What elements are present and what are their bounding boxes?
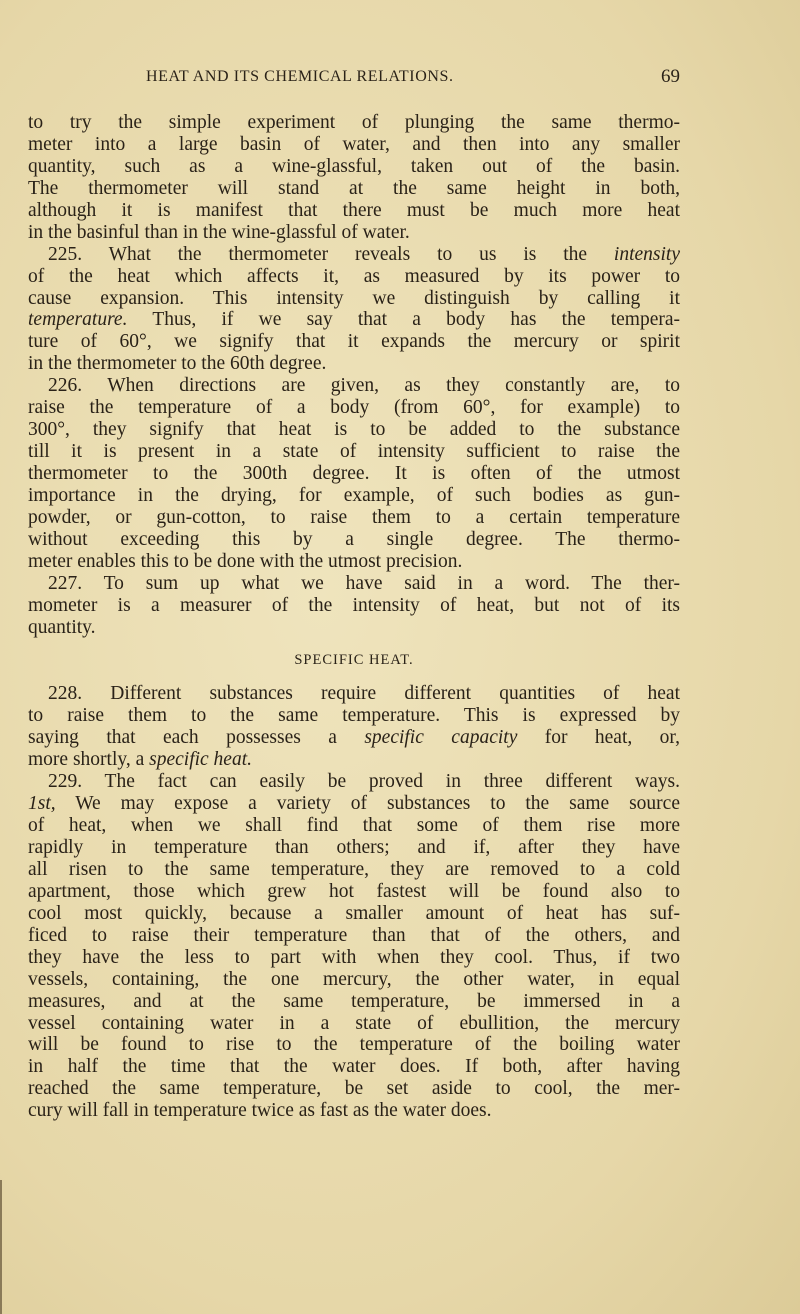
text-span: 227. To sum up what we have said in a word. The ther- (48, 572, 680, 594)
page-header (28, 68, 680, 92)
text-span: We may expose a variety of substances to the same source (55, 793, 680, 815)
text-span: they have the less to part with when they cool. Thus, if two (28, 946, 680, 968)
page-number: 69 (661, 66, 680, 87)
text-line (28, 1056, 680, 1078)
text-line (28, 727, 680, 749)
text-span: quantity. (28, 616, 96, 638)
text-span: Thus, if we say that a body has the tempera- (127, 309, 680, 331)
text-span: cool most quickly, because a smaller amount of heat has suf- (28, 902, 680, 924)
text-line (28, 617, 680, 639)
text-line (28, 375, 680, 397)
text-span: rapidly in temperature than others; and if, after they have (28, 837, 680, 858)
text-span: for heat, or, (517, 727, 680, 749)
text-span: without exceeding this by a single degree. The thermo- (28, 528, 680, 550)
text-span: 300°, they signify that heat is to be added to the substance (28, 419, 680, 441)
text-line (28, 266, 680, 288)
text-line (28, 1034, 680, 1056)
text-span: in half the time that the water does. If both, after having (28, 1056, 680, 1078)
text-line (28, 463, 680, 485)
text-line (28, 815, 680, 837)
text-span: measures, and at the same temperature, be immersed in a (28, 990, 680, 1012)
text-line (28, 793, 680, 815)
text-line (28, 771, 680, 793)
text-line (28, 309, 680, 331)
text-span: mometer is a measurer of the intensity of heat, but not of its (28, 594, 680, 616)
text-line (28, 331, 680, 353)
text-line (28, 1013, 680, 1035)
italic-text: temperature. (28, 309, 128, 331)
italic-text: specific heat. (149, 749, 253, 771)
text-span: 229. The fact can easily be proved in three different ways. (48, 771, 680, 793)
text-span: vessels, containing, the one mercury, the other water, in equal (28, 968, 680, 990)
text-line (28, 419, 680, 441)
text-line (28, 288, 680, 310)
text-line (28, 705, 680, 727)
text-line (28, 353, 680, 375)
text-span: ficed to raise their temperature than that of the others, and (28, 924, 680, 946)
text-line (28, 991, 680, 1013)
text-span: thermometer to the 300th degree. It is often of the utmost (28, 463, 680, 484)
text-span: apartment, those which grew hot fastest will be found also to (28, 880, 680, 902)
italic-text: intensity (613, 243, 680, 265)
text-span: cury will fall in temperature twice as fast as the water does. (28, 1100, 492, 1122)
text-line (28, 683, 680, 705)
italic-text: specific capacity (364, 727, 518, 749)
text-line (28, 947, 680, 969)
section-heading (28, 650, 680, 672)
text-line (28, 507, 680, 529)
text-span: importance in the drying, for example, of such bodies as gun- (28, 484, 680, 506)
text-span: of heat, when we shall find that some of them rise more (28, 815, 680, 837)
text-span: to try the simple experiment of plunging the same thermo- (28, 112, 680, 133)
text-span: all risen to the same temperature, they are removed to a cold (28, 858, 680, 880)
text-line (28, 903, 680, 925)
text-span: raise the temperature of a body (from 60°, for example) to (28, 397, 680, 419)
text-span: ture of 60°, we signify that it expands the mercury or spirit (28, 331, 680, 353)
text-line (28, 573, 680, 595)
text-line (28, 156, 680, 178)
text-line (28, 441, 680, 463)
text-span: meter into a large basin of water, and then into any smaller (28, 133, 680, 155)
text-line (28, 1078, 680, 1100)
text-line (28, 244, 680, 266)
text-span: will be found to rise to the temperature of the boiling water (28, 1034, 680, 1056)
text-line (28, 925, 680, 947)
text-span: powder, or gun-cotton, to raise them to a certain temperature (28, 506, 680, 528)
text-span: although it is manifest that there must be much more heat (28, 199, 680, 221)
text-line (28, 595, 680, 617)
italic-text: 1st, (28, 793, 56, 815)
text-line (28, 881, 680, 903)
text-span: saying that each possesses a (28, 727, 365, 749)
text-span: vessel containing water in a state of ebullition, the mercury (28, 1012, 680, 1034)
text-line (28, 859, 680, 881)
text-line (28, 969, 680, 991)
text-span: The thermometer will stand at the same height in both, (28, 177, 680, 199)
text-line (28, 485, 680, 507)
text-line (28, 134, 680, 156)
text-span: 228. Different substances require different quantities of heat (48, 683, 680, 705)
text-line (28, 200, 680, 222)
text-line (28, 178, 680, 200)
text-line (28, 529, 680, 551)
text-line (28, 1100, 680, 1122)
text-span: till it is present in a state of intensity sufficient to raise the (28, 441, 680, 463)
text-span: 225. What the thermometer reveals to us is the (48, 243, 614, 265)
text-line (28, 749, 680, 771)
text-span: cause expansion. This intensity we distinguish by calling it (28, 287, 680, 309)
text-span: SPECIFIC HEAT. (294, 651, 414, 668)
text-span: quantity, such as a wine-glassful, taken out of the basin. (28, 155, 680, 177)
text-line (28, 112, 680, 134)
text-line (28, 551, 680, 573)
text-span: in the basinful than in the wine-glassful of water. (28, 221, 410, 243)
text-span: 226. When directions are given, as they constantly are, to (48, 375, 680, 397)
text-span: more shortly, a (28, 749, 150, 771)
running-title: HEAT AND ITS CHEMICAL RELATIONS. (146, 68, 454, 85)
text-line (28, 222, 680, 244)
text-line (28, 397, 680, 419)
page-edge-shadow (0, 1180, 2, 1314)
text-line (28, 837, 680, 859)
text-span: in the thermometer to the 60th degree. (28, 353, 327, 375)
text-span: of the heat which affects it, as measured by its power to (28, 265, 680, 287)
text-span: meter enables this to be done with the utmost precision. (28, 550, 463, 572)
text-span: reached the same temperature, be set aside to cool, the mer- (28, 1078, 680, 1100)
body-text (28, 112, 680, 1122)
text-span: to raise them to the same temperature. This is expressed by (28, 705, 680, 727)
